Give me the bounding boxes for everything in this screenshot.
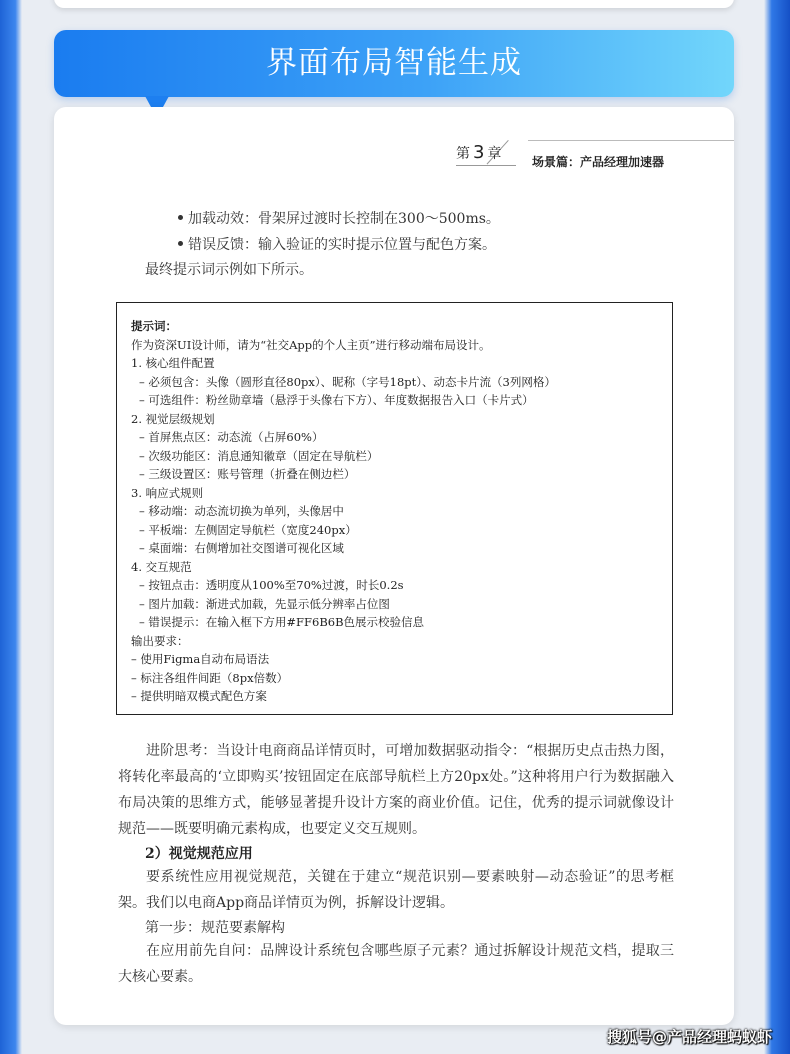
prompt-box <box>116 302 673 715</box>
page-frame-right <box>764 0 790 1054</box>
prompt-line: 1. 核心组件配置 <box>131 356 215 370</box>
prompt-line: – 标注各组件间距（8px倍数） <box>131 670 289 685</box>
prompt-line: 4. 交互规范 <box>131 559 192 574</box>
previous-card-edge <box>54 0 734 8</box>
subheading: 2）视觉规范应用 <box>145 846 253 862</box>
chapter-rule <box>456 165 516 166</box>
prompt-line: 输出要求： <box>131 633 189 648</box>
prompt-line: – 按钮点击：透明度从100%至70%过渡，时长0.2s <box>139 578 404 592</box>
prompt-line: – 次级功能区：消息通知徽章（固定在导航栏） <box>139 448 379 463</box>
prompt-line: 提示词： <box>131 319 177 333</box>
body-paragraph: 在应用前先自问：品牌设计系统包含哪些原子元素？通过拆解设计规范文档，提取三大核心要素。 <box>118 943 674 985</box>
title-banner <box>54 30 734 97</box>
chapter-section: 场景篇：产品经理加速器 <box>532 155 665 169</box>
prompt-line: – 必须包含：头像（圆形直径80px）、昵称（字号18pt）、动态卡片流（3列网格） <box>139 374 556 389</box>
prompt-line: 2. 视觉层级规划 <box>131 411 215 426</box>
prompt-line: – 错误提示：在输入框下方用#FF6B6B色展示校验信息 <box>139 615 425 629</box>
prompt-line: – 可选组件：粉丝勋章墙（悬浮于头像右下方）、年度数据报告入口（卡片式） <box>139 393 534 407</box>
prompt-line: – 使用Figma自动布局语法 <box>131 652 270 666</box>
prompt-line: – 平板端：左侧固定导航栏（宽度240px） <box>139 522 357 537</box>
prompt-line: – 提供明暗双模式配色方案 <box>131 689 267 703</box>
page-frame-left <box>0 0 22 1054</box>
prompt-line: – 三级设置区：账号管理（折叠在侧边栏） <box>139 467 356 481</box>
prompt-line: 作为资深UI设计师，请为“社交App的个人主页”进行移动端布局设计。 <box>131 337 491 352</box>
step-heading: 第一步：规范要素解构 <box>145 920 285 936</box>
prompt-line: – 桌面端：右侧增加社交图谱可视化区域 <box>139 541 344 555</box>
intro-text: 最终提示词示例如下所示。 <box>145 262 313 278</box>
chapter-number: 3 <box>473 142 485 163</box>
prompt-line: – 图片加载：渐进式加载，先显示低分辨率占位图 <box>139 596 390 611</box>
prompt-line: – 移动端：动态流切换为单列，头像居中 <box>139 504 344 518</box>
watermark: 搜狐号@产品经理蚂蚁虾 <box>607 1028 773 1046</box>
banner-title: 界面布局智能生成 <box>266 45 522 81</box>
bullet-item: 加载动效：骨架屏过渡时长控制在300～500ms。 <box>178 208 500 228</box>
body-paragraph: 要系统性应用视觉规范，关键在于建立“规范识别—要素映射—动态验证”的思考框架。我们以电商App商品详情页为例，拆解设计逻辑。 <box>118 869 674 911</box>
bullet-item: 错误反馈：输入验证的实时提示位置与配色方案。 <box>178 234 496 254</box>
chapter-label: 第 3 章 <box>456 142 502 163</box>
prompt-line: – 首屏焦点区：动态流（占屏60%） <box>139 430 324 444</box>
prompt-line: 3. 响应式规则 <box>131 485 204 500</box>
chapter-rule-top <box>528 140 734 141</box>
body-paragraph: 进阶思考：当设计电商商品详情页时，可增加数据驱动指令：“根据历史点击热力图，将转化率最高的‘立即购买’按钮固定在底部导航栏上方20px处。”这种将用户行为数据融入布局决策的思维方式，能够显著提升设计方案的商业价值。记住，优秀的提示词就像设计规范——既要明确元素构成，也要定义交互规则。 <box>118 743 674 837</box>
